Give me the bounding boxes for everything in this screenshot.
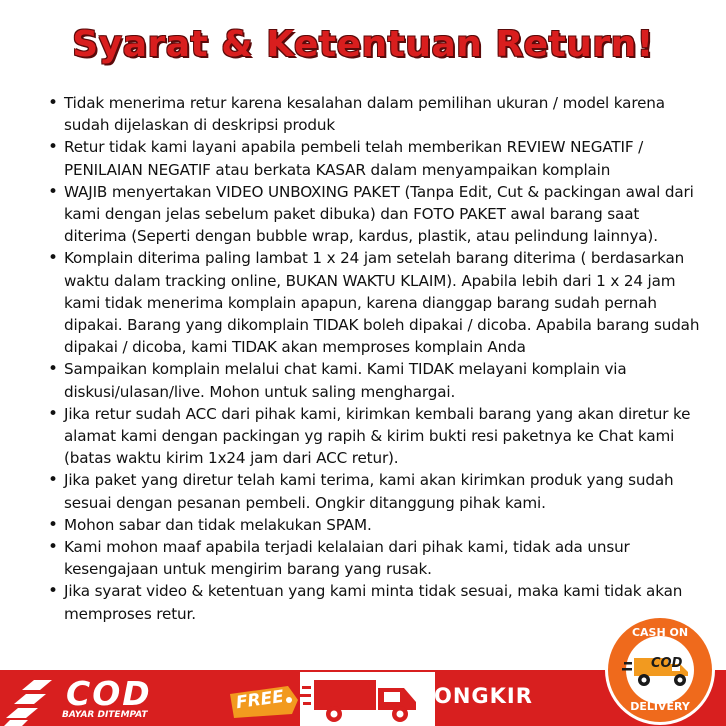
rule-item: • Jika retur sudah ACC dari pihak kami, kirimkan kembali barang yang akan diretur ke alamat kami dengan packingan yg rapih & kirim bukti resi paketnya ke Chat kami (batas waktu kirim 1x24 jam dari ACC retur). xyxy=(64,403,704,470)
rule-item: • Sampaikan komplain melalui chat kami. Kami TIDAK melayani komplain via diskusi/ulasan/live. Mohon untuk saling menghargai. xyxy=(64,358,704,402)
cod-logo xyxy=(58,676,178,722)
cod-label: COD xyxy=(66,674,152,713)
rule-item: • Jika paket yang diretur telah kami terima, kami akan kirimkan produk yang sudah sesuai dengan pesanan pembeli. Ongkir ditanggung pihak kami. xyxy=(64,469,704,513)
badge-bottom-label: DELIVERY xyxy=(630,700,690,713)
rule-item: • Retur tidak kami layani apabila pembeli telah memberikan REVIEW NEGATIF / PENILAIAN NEGATIF atau berkata KASAR dalam menyampaikan komplain xyxy=(64,136,704,180)
free-label: FREE xyxy=(234,686,286,714)
delivery-truck-icon xyxy=(300,672,435,726)
badge-top-label: CASH ON xyxy=(631,626,689,639)
rule-item: • WAJIB menyertakan VIDEO UNBOXING PAKET (Tanpa Edit, Cut & packingan awal dari kami dengan jelas sebelum paket dibuka) dan FOTO PAKET awal barang saat diterima (Seperti dengan bubble wrap, kardus, plastik, atau pelindung lainnya). xyxy=(64,181,704,248)
rule-item: • Tidak menerima retur karena kesalahan dalam pemilihan ukuran / model karena sudah dijelaskan di deskripsi produk xyxy=(64,92,704,136)
rule-item: • Jika syarat video & ketentuan yang kami minta tidak sesuai, maka kami tidak akan memproses retur. xyxy=(64,580,704,624)
rule-item: • Mohon sabar dan tidak melakukan SPAM. xyxy=(64,514,704,536)
cod-subtitle: BAYAR DITEMPAT xyxy=(62,710,148,720)
rule-item: • Kami mohon maaf apabila terjadi kelalaian dari pihak kami, tidak ada unsur kesengajaan untuk mengirim barang yang rusak. xyxy=(64,536,704,580)
page-title: Syarat & Ketentuan Return! xyxy=(72,24,654,65)
rule-item: • Komplain diterima paling lambat 1 x 24 jam setelah barang diterima ( berdasarkan waktu dalam tracking online, BUKAN WAKTU KLAIM). Apabila lebih dari 1 x 24 jam kami tidak menerima komplain apapun, karena dianggap barang sudah pernah dipakai. Barang yang dikomplain TIDAK boleh dipakai / dicoba. Apabila barang sudah dipakai / dicoba, kami TIDAK akan memproses komplain Anda xyxy=(64,247,704,358)
ongkir-label: ONGKIR xyxy=(434,684,533,708)
rules-list xyxy=(46,92,704,625)
badge-cod-label: COD xyxy=(651,656,683,671)
speed-stripes-icon xyxy=(0,676,60,726)
